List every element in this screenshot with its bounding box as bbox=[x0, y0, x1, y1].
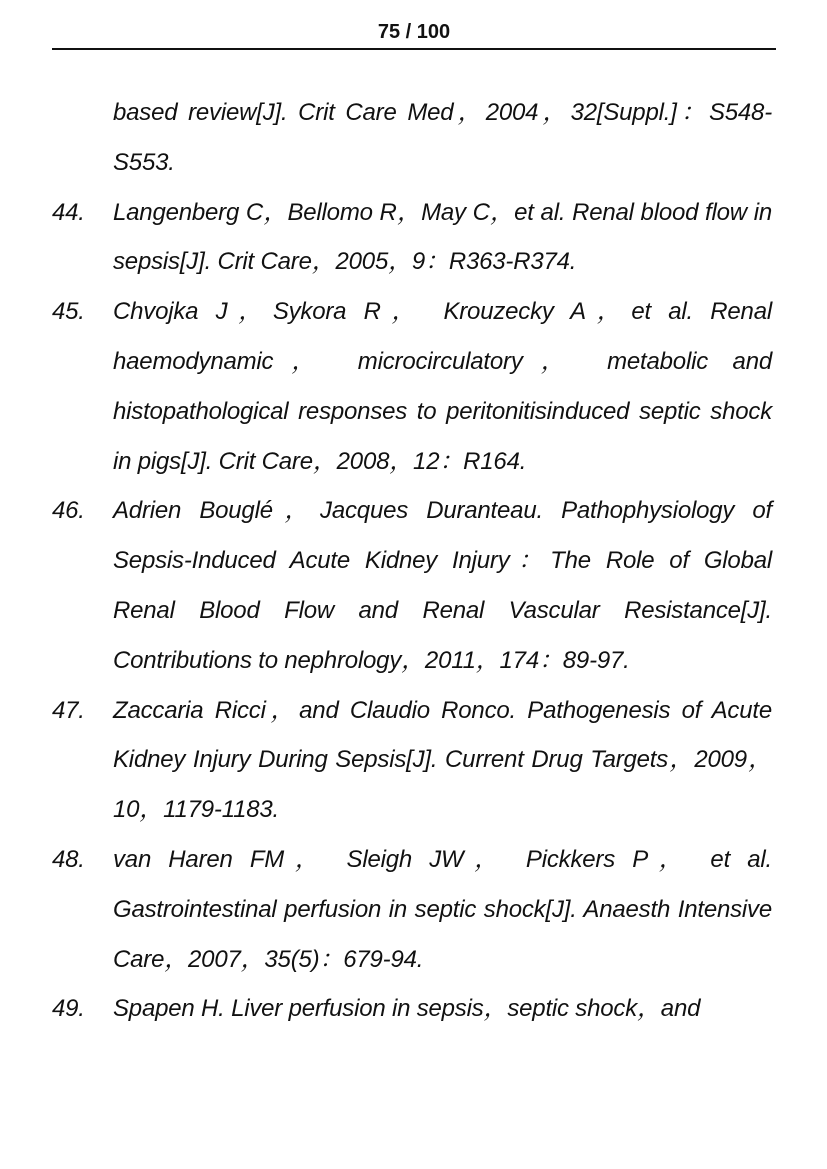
reference-item-44 bbox=[52, 188, 772, 288]
reference-text: based review[J]. Crit Care Med，2004，32[Suppl.]：S548-S553. bbox=[113, 99, 772, 176]
reference-text: Zaccaria Ricci，and Claudio Ronco. Pathogenesis of Acute Kidney Injury During Sepsis[J]. Current Drug Targets，2009，10，1179-1183. bbox=[113, 696, 772, 824]
reference-item-continued bbox=[52, 88, 772, 188]
reference-item-46 bbox=[52, 486, 772, 685]
page-number-header: 75 / 100 bbox=[377, 21, 451, 43]
reference-number: 47. bbox=[52, 696, 85, 724]
reference-item-48 bbox=[52, 835, 772, 984]
reference-item-47 bbox=[52, 686, 772, 835]
reference-text: van Haren FM， Sleigh JW， Pickkers P， et al. Gastrointestinal perfusion in septic shock[J]. Anaesth Intensive Care，2007，35(5)：679-94. bbox=[113, 845, 772, 973]
reference-text: Chvojka J，Sykora R， Krouzecky A，et al. Renal haemodynamic， microcirculatory， metabolic and histopathological responses to peritonitisinduced septic shock in pigs[J]. Crit Care，2008，12：R164. bbox=[113, 298, 772, 475]
header-divider bbox=[52, 48, 776, 50]
reference-number: 44. bbox=[52, 198, 85, 226]
reference-item-49 bbox=[52, 984, 772, 1034]
reference-number: 46. bbox=[52, 497, 85, 525]
reference-number: 49. bbox=[52, 995, 85, 1023]
reference-list bbox=[52, 88, 772, 1034]
reference-item-45 bbox=[52, 287, 772, 486]
reference-number: 48. bbox=[52, 845, 85, 873]
reference-text: Spapen H. Liver perfusion in sepsis，septic shock，and bbox=[113, 995, 701, 1023]
reference-text: Langenberg C，Bellomo R，May C，et al. Renal blood flow in sepsis[J]. Crit Care，2005，9：R363-R374. bbox=[113, 198, 772, 276]
reference-text: Adrien Bouglé，Jacques Duranteau. Pathophysiology of Sepsis-Induced Acute Kidney Injury：The Role of Global Renal Blood Flow and Renal Vascular Resistance[J]. Contributions to nephrology，2011，174：89-97. bbox=[113, 497, 772, 674]
reference-number: 45. bbox=[52, 298, 85, 326]
